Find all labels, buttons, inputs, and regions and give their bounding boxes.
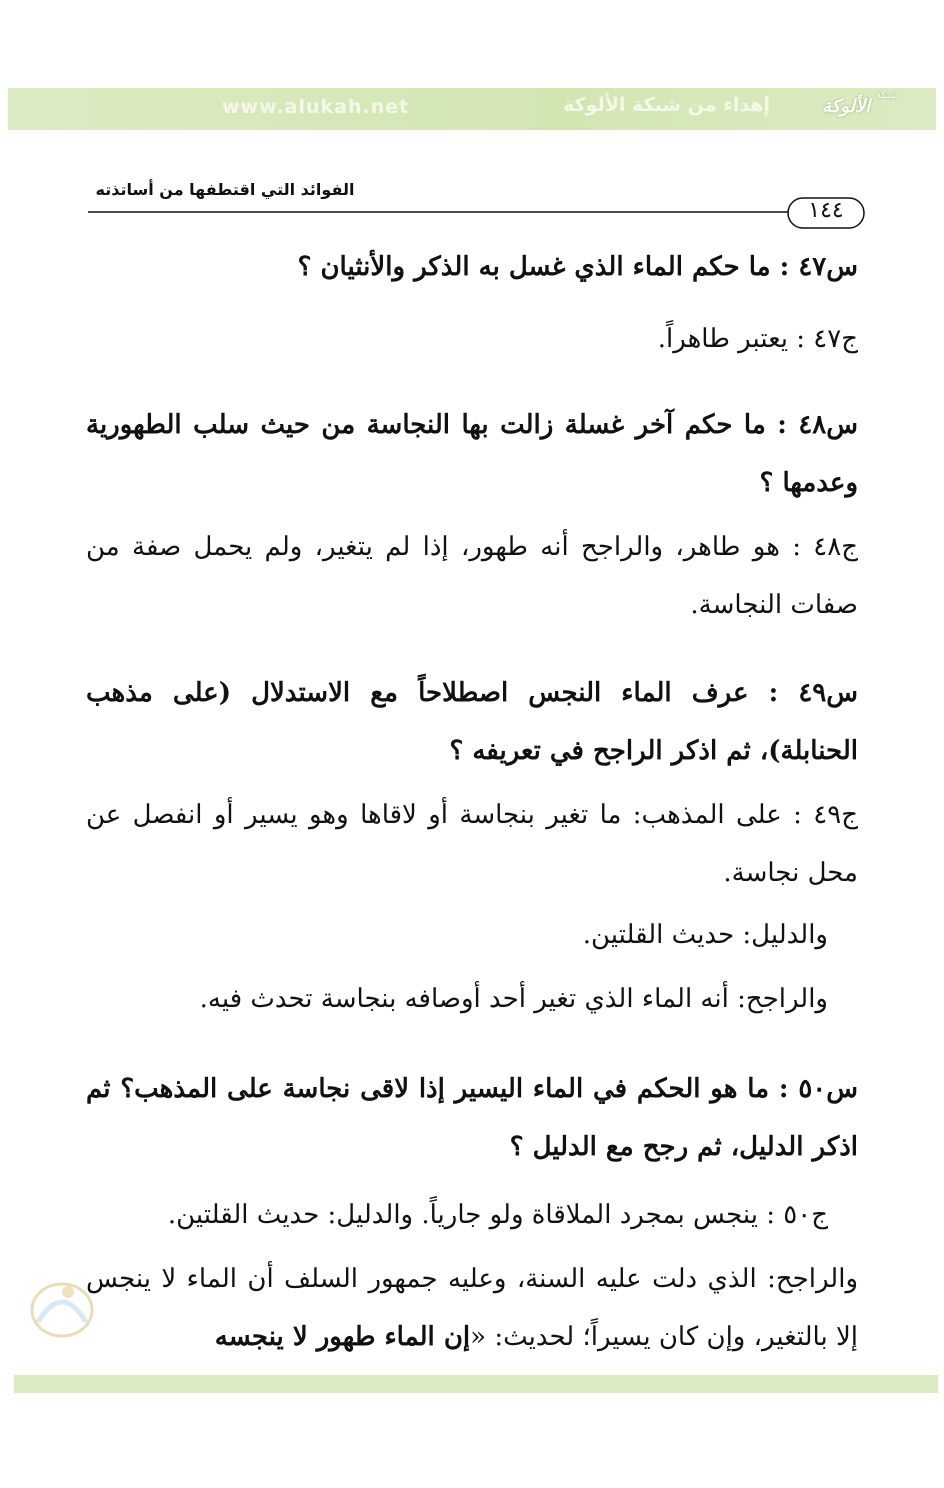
question-47: س٤٧ : ما حكم الماء الذي غسل به الذكر والأنثيان ؟ (297, 252, 858, 282)
answer-50-preferred (86, 1250, 858, 1366)
running-title: الفوائد التي اقتطفها من أساتذته (95, 180, 355, 199)
question-49: س٤٩ : عرف الماء النجس اصطلاحاً مع الاستدلال (على مذهب الحنابلة)، ثم اذكر الراجح في تعريفه ؟ (86, 678, 858, 766)
alukah-logo-small: شبكة (876, 90, 899, 101)
answer-50: ج٥٠ : ينجس بمجرد الملاقاة ولو جارياً. والدليل: حديث القلتين. (167, 1200, 828, 1230)
site-tagline: إهداء من شبكة الألوكة (563, 94, 770, 116)
site-url: www.alukah.net (222, 96, 410, 118)
question-48: س٤٨ : ما حكم آخر غسلة زالت بها النجاسة من حيث سلب الطهورية وعدمها ؟ (86, 410, 858, 498)
corner-watermark-logo (28, 1262, 100, 1352)
answer-49-evidence: والدليل: حديث القلتين. (582, 920, 828, 950)
answer-48: ج٤٨ : هو طاهر، والراجح أنه طهور، إذا لم يتغير، ولم يحمل صفة من صفات النجاسة. (86, 532, 858, 620)
question-50: س٥٠ : ما هو الحكم في الماء اليسير إذا لاقى نجاسة على المذهب؟ ثم اذكر الدليل، ثم رجح مع الدليل ؟ (86, 1074, 858, 1162)
page-number: ١٤٤ (808, 198, 844, 223)
answer-47: ج٤٧ : يعتبر طاهراً. (657, 324, 858, 354)
answer-49-preferred: والراجح: أنه الماء الذي تغير أحد أوصافه بنجاسة تحدث فيه. (199, 984, 828, 1014)
bottom-banner (14, 1375, 938, 1393)
answer-49: ج٤٩ : على المذهب: ما تغير بنجاسة أو لاقاها وهو يسير أو انفصل عن محل نجاسة. (86, 800, 858, 888)
alukah-logo: الألوكة (822, 96, 871, 117)
hadith-quote: إن الماء طهور لا ينجسه (214, 1322, 471, 1352)
answer-50-preferred-text: والراجح: الذي دلت عليه السنة، وعليه جمهور السلف أن الماء لا ينجس إلا بالتغير، وإن كان يسيراً؛ لحديث: « (86, 1264, 858, 1352)
